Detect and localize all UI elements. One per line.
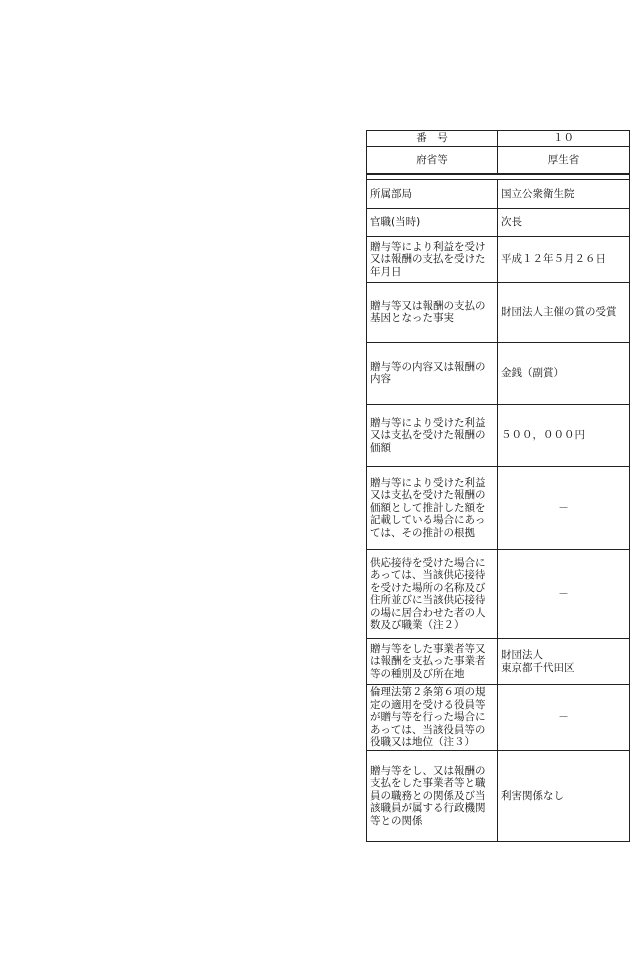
row-value: 平成１２年５月２６日 [498,237,630,283]
row-value: － [498,550,630,639]
table-row [367,750,630,841]
table-row [367,467,630,550]
table-row [367,639,630,685]
row-label: 贈与等をし、又は報酬の支払をした事業者等と職員の職務との関係及び当該職員が属する行政機関等との関係 [367,750,498,841]
number-row [367,131,630,147]
row-label: 贈与等又は報酬の支払の基因となった事実 [367,282,498,342]
row-value: － [498,684,630,750]
row-value: ５００，０００円 [498,405,630,467]
ministry-row [367,146,630,174]
row-value: 国立公衆衛生院 [498,180,630,209]
row-label: 贈与等により受けた利益又は支払を受けた報酬の価額として推計した額を記載している場合にあっては、その推計の根拠 [367,467,498,550]
ministry-value: 厚生省 [498,146,630,174]
table-row [367,342,630,404]
row-label: 贈与等をした事業者等又は報酬を支払った事業者等の種別及び所在地 [367,639,498,685]
row-value: － [498,467,630,550]
row-label: 贈与等により受けた利益又は支払を受けた報酬の価額 [367,405,498,467]
row-label: 官職(当時) [367,209,498,237]
table-row [367,405,630,467]
row-value: 次長 [498,209,630,237]
row-label: 供応接待を受けた場合にあっては、当該供応接待を受けた場所の名称及び住所並びに当該供応接待の場に居合わせた者の人数及び職業（注２） [367,550,498,639]
row-label: 所属部局 [367,180,498,209]
table-row [367,237,630,283]
row-value: 利害関係なし [498,750,630,841]
table-row [367,180,630,209]
row-label: 贈与等の内容又は報酬の内容 [367,342,498,404]
row-value: 財団法人主催の賞の受賞 [498,282,630,342]
row-value: 財団法人 東京都千代田区 [498,639,630,685]
disclosure-table [366,130,630,842]
number-label: 番 号 [367,131,498,147]
table-row [367,282,630,342]
ministry-label: 府省等 [367,146,498,174]
number-value: １０ [498,131,630,147]
table-row [367,684,630,750]
row-label: 倫理法第２条第６項の規定の適用を受ける役員等が贈与等を行った場合にあっては、当該役員等の役職又は地位（注３） [367,684,498,750]
row-value: 金銭（副賞） [498,342,630,404]
row-label: 贈与等により利益を受け又は報酬の支払を受けた年月日 [367,237,498,283]
table-row [367,209,630,237]
table-row [367,550,630,639]
